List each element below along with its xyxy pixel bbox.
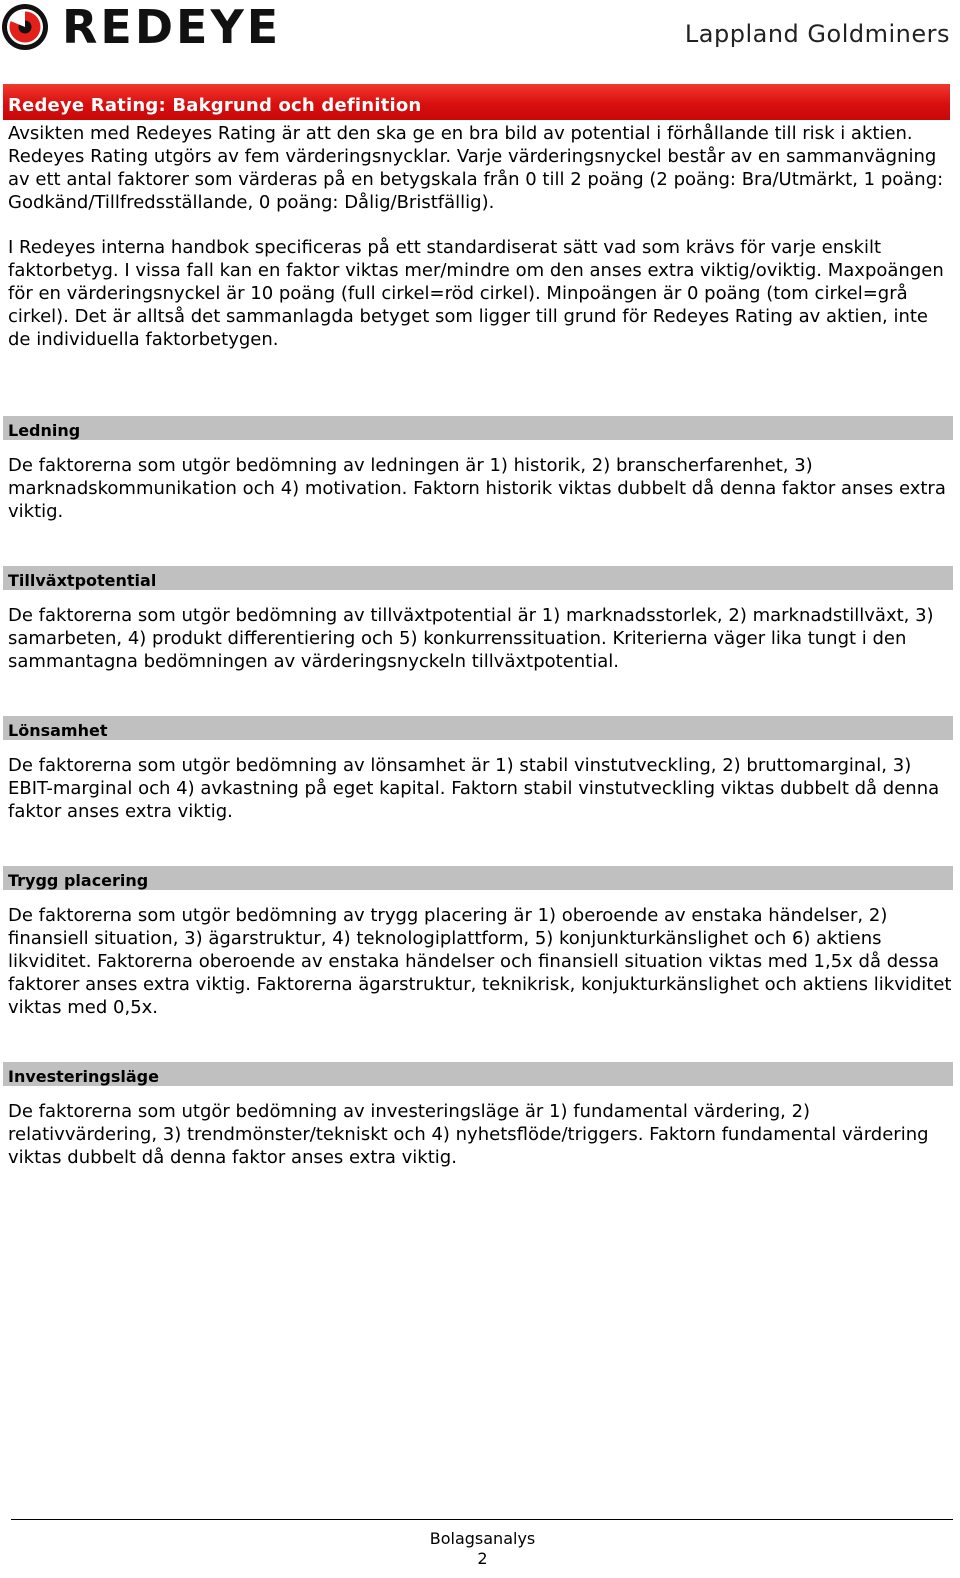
redeye-logo [0, 2, 281, 52]
section-bar-ledning [3, 416, 953, 440]
section-bar-tillvaxtpotential [3, 566, 953, 590]
section-bar-trygg-placering [3, 866, 953, 890]
intro-heading: Redeye Rating: Bakgrund och definition [8, 95, 422, 116]
section-title-lonsamhet: Lönsamhet [8, 721, 108, 740]
page-number: 2 [477, 1549, 488, 1568]
section-bar-lonsamhet [3, 716, 953, 740]
section-title-investeringslage: Investeringsläge [8, 1067, 159, 1086]
logo-wordmark: REDEYE [62, 0, 282, 54]
intro-paragraph-2: I Redeyes interna handbok specificeras på ett standardiserat sätt vad som krävs för varje enskilt faktorbetyg. I vissa fall kan en faktor viktas mer/mindre om den anses extra viktig/oviktig. Maxpoängen för en värderingsnyckel är 10 poäng (full cirkel=röd cirkel). Minpoängen är 0 poäng (tom cirkel=grå cirkel). Det är alltså det sammanlagda betyget som ligger till grund för Redeyes Rating av aktien, inte de individuella faktorbetygen. [8, 237, 944, 350]
section-title-tillvaxtpotential: Tillväxtpotential [8, 571, 157, 590]
footer-title: Bolagsanalys [429, 1529, 536, 1548]
section-text-trygg-placering: De faktorerna som utgör bedömning av trygg placering är 1) oberoende av enstaka händelser, 2) finansiell situation, 3) ägarstruktur, 4) teknologiplattform, 5) konjunkturkänslighet och 6) aktiens likviditet. Faktorerna oberoende av enstaka händelser och finansiell situation viktas med 1,5x då dessa faktorer anses extra viktig. Faktorerna ägarstruktur, teknikrisk, konjukturkänslighet och aktiens likviditet viktas med 0,5x. [8, 905, 952, 1018]
section-text-ledning: De faktorerna som utgör bedömning av ledningen är 1) historik, 2) branscherfarenhet, 3) marknadskommunikation och 4) motivation. Faktorn historik viktas dubbelt då denna faktor anses extra viktig. [8, 455, 946, 522]
intro-paragraph-1: Avsikten med Redeyes Rating är att den ska ge en bra bild av potential i förhållande till risk i aktien. Redeyes Rating utgörs av fem värderingsnycklar. Varje värderingsnyckel består av en sammanvägning av ett antal faktorer som värderas på en betygskala från 0 till 2 poäng (2 poäng: Bra/Utmärkt, 1 poäng: Godkänd/Tillfredsställande, 0 poäng: Dålig/Bristfällig). [8, 123, 944, 213]
section-text-investeringslage: De faktorerna som utgör bedömning av investeringsläge är 1) fundamental värdering, 2) relativvärdering, 3) trendmönster/tekniskt och 4) nyhetsflöde/triggers. Faktorn fundamental värdering viktas dubbelt då denna faktor anses extra viktig. [8, 1101, 929, 1168]
section-text-lonsamhet: De faktorerna som utgör bedömning av lönsamhet är 1) stabil vinstutveckling, 2) bruttomarginal, 3) EBIT-marginal och 4) avkastning på eget kapital. Faktorn stabil vinstutveckling viktas dubbelt då denna faktor anses extra viktig. [8, 755, 940, 822]
section-text-tillvaxtpotential: De faktorerna som utgör bedömning av tillväxtpotential är 1) marknadsstorlek, 2) marknadstillväxt, 3) samarbeten, 4) produkt differentiering och 5) konkurrenssituation. Kriterierna väger lika tungt i den sammantagna bedömningen av värderingsnyckeln tillväxtpotential. [8, 605, 934, 672]
redeye-eye-icon [0, 2, 50, 52]
intro-heading-bar [3, 84, 950, 120]
section-title-ledning: Ledning [8, 421, 81, 440]
section-title-trygg-placering: Trygg placering [8, 871, 149, 890]
footer-divider [11, 1519, 953, 1520]
section-bar-investeringslage [3, 1062, 953, 1086]
company-name: Lappland Goldminers [684, 20, 950, 48]
